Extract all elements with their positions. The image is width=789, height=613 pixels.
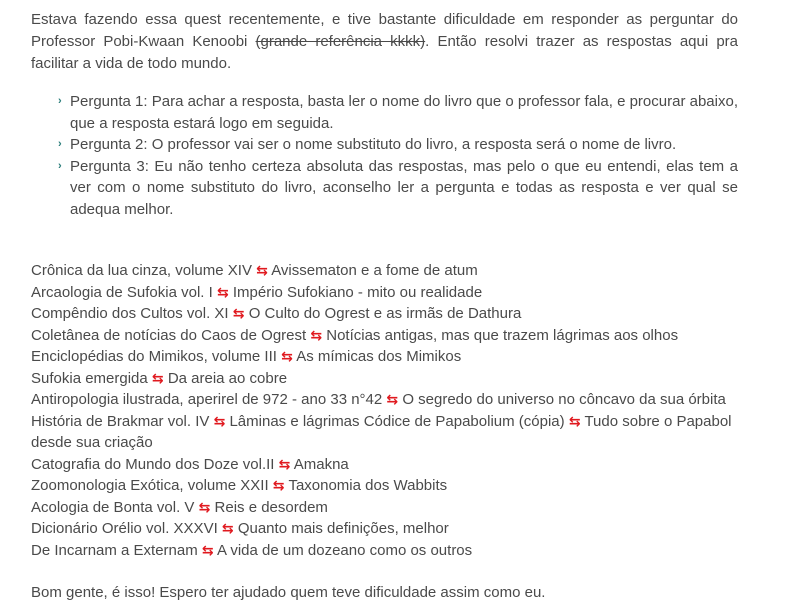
book-title: Sufokia emergida <box>31 369 148 387</box>
swap-arrows-icon: ⇆ <box>310 326 323 343</box>
intro-text-end: . Então resolvi trazer as respostas aqui pra facilitar a vida de todo mundo. <box>31 33 739 72</box>
book-answer-row <box>31 540 741 562</box>
book-answer-row <box>31 475 741 497</box>
swap-arrows-icon: ⇆ <box>151 369 164 386</box>
book-title: Antiropologia ilustrada, aperirel de 972 - ano 33 n°42 <box>31 391 383 408</box>
swap-arrows-icon: ⇆ <box>278 455 291 472</box>
book-answer-row <box>31 518 741 540</box>
book-answer: Notícias antigas, mas que trazem lágrimas aos olhos <box>326 326 679 344</box>
swap-arrows-icon: ⇆ <box>256 262 268 278</box>
book-answer: O Culto do Ogrest e as irmãs de Dathura <box>248 305 522 322</box>
book-title: História de Brakmar vol. IV <box>31 412 210 430</box>
swap-arrows-icon: ⇆ <box>568 412 581 429</box>
book-answer: Tudo sobre o Papabol desde sua criação <box>31 412 732 451</box>
book-answer-row <box>31 260 741 282</box>
swap-arrows-icon: ⇆ <box>198 498 211 515</box>
book-answer-row <box>31 368 741 390</box>
book-answer-row <box>31 389 741 411</box>
book-title: Arcaologia de Sufokia vol. I <box>31 283 213 301</box>
chevron-right-icon: › <box>58 95 62 107</box>
book-answer-list <box>31 260 741 561</box>
book-answer: Taxonomia dos Wabbits <box>288 477 448 494</box>
intro-strikethrough: (grande referência kkkk) <box>255 33 426 50</box>
swap-arrows-icon: ⇆ <box>213 412 226 429</box>
book-answer: Quanto mais definições, melhor <box>237 520 449 537</box>
post-content <box>31 9 739 601</box>
swap-arrows-icon: ⇆ <box>232 305 245 321</box>
question-text: Pergunta 2: O professor vai ser o nome substituto do livro, a resposta será o nome de livro. <box>70 136 677 154</box>
swap-arrows-icon: ⇆ <box>216 283 229 300</box>
book-answer-row <box>31 303 741 325</box>
question-text: Pergunta 1: Para achar a resposta, basta ler o nome do livro que o professor fala, e procurar abaixo, que a resposta estará logo em seguida. <box>70 93 738 132</box>
question-item <box>58 156 738 221</box>
book-title: Compêndio dos Cultos vol. XI <box>31 305 229 322</box>
question-text: Pergunta 3: Eu não tenho certeza absoluta das respostas, mas pelo o que eu entendi, elas tem a ver com o nome substituto do livro, aconselho ler a pergunta e todas as resposta e ver qual se adequa melhor. <box>70 157 738 218</box>
book-answer: Da areia ao cobre <box>167 369 288 387</box>
book-title: Catografia do Mundo dos Doze vol.II <box>31 455 275 473</box>
question-item <box>58 134 738 156</box>
book-answer-row <box>31 325 741 347</box>
book-answer-row <box>31 497 741 519</box>
chevron-right-icon: › <box>58 138 62 151</box>
intro-text: Estava fazendo essa quest recentemente, e tive bastante dificuldade em responder as perguntar do Professor Pobi-Kwaan Kenoobi <box>31 11 738 50</box>
question-item <box>58 91 738 134</box>
intro-paragraph <box>31 9 738 75</box>
book-answer-row <box>31 282 741 304</box>
book-answer: Lâminas e lágrimas Códice de Papabolium (cópia) <box>229 412 565 430</box>
book-title: Enciclopédias do Mimikos, volume III <box>31 348 277 365</box>
book-answer: A vida de um dozeano como os outros <box>217 541 473 559</box>
questions-list <box>58 91 738 221</box>
book-title: Zoomonologia Exótica, volume XXII <box>31 477 269 494</box>
book-answer-row <box>31 411 741 454</box>
book-title: Coletânea de notícias do Caos de Ogrest <box>31 326 307 344</box>
book-title: De Incarnam a Externam <box>31 541 198 559</box>
swap-arrows-icon: ⇆ <box>221 520 234 536</box>
swap-arrows-icon: ⇆ <box>201 541 214 558</box>
book-answer: Reis e desordem <box>214 498 328 516</box>
book-title: Dicionário Orélio vol. XXXVI <box>31 520 218 537</box>
book-answer: Avissematon e a fome de atum <box>271 262 478 279</box>
book-title: Acologia de Bonta vol. V <box>31 498 195 516</box>
book-answer: Império Sufokiano - mito ou realidade <box>232 283 483 301</box>
swap-arrows-icon: ⇆ <box>386 391 399 407</box>
chevron-right-icon: › <box>58 159 62 172</box>
swap-arrows-icon: ⇆ <box>272 477 285 493</box>
book-answer-row <box>31 346 741 368</box>
book-answer: Amakna <box>293 455 349 473</box>
book-title: Crônica da lua cinza, volume XIV <box>31 262 252 279</box>
closing-paragraph: Bom gente, é isso! Espero ter ajudado quem teve dificuldade assim como eu. <box>31 584 546 601</box>
book-answer-row <box>31 454 741 476</box>
swap-arrows-icon: ⇆ <box>281 348 293 364</box>
book-answer: O segredo do universo no côncavo da sua órbita <box>402 391 726 408</box>
book-answer: As mímicas dos Mimikos <box>296 348 462 365</box>
